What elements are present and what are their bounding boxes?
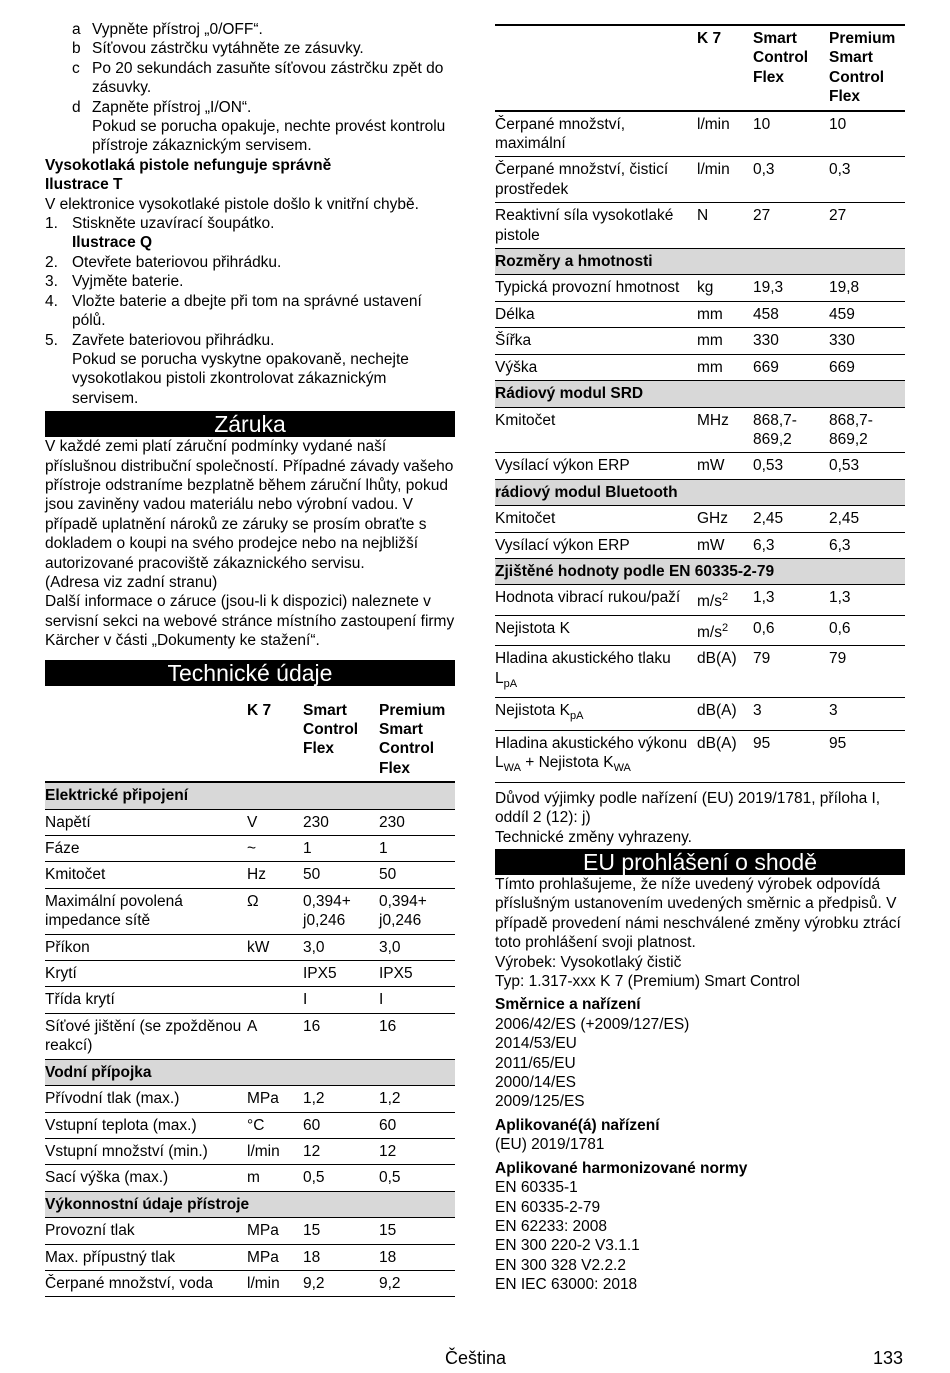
param-value-premium: 868,7-869,2 bbox=[829, 407, 905, 453]
step-text: Zapněte přístroj „I/ON“. bbox=[92, 98, 252, 116]
table-section-row bbox=[45, 782, 455, 809]
param-value-smart: 19,3 bbox=[753, 275, 829, 301]
table-row bbox=[495, 111, 905, 157]
step-text bbox=[72, 331, 455, 409]
param-name: Třída krytí bbox=[45, 987, 247, 1013]
param-value-premium: 9,2 bbox=[379, 1270, 455, 1296]
param-name: Délka bbox=[495, 301, 697, 327]
step-label: c bbox=[72, 59, 80, 77]
table-row bbox=[495, 328, 905, 354]
param-unit: m bbox=[247, 1165, 303, 1191]
param-value-smart: 10 bbox=[753, 111, 829, 157]
param-name: Vstupní množství (min.) bbox=[45, 1138, 247, 1164]
table-row bbox=[495, 532, 905, 558]
param-name: Výška bbox=[495, 354, 697, 380]
warranty-text: V každé zemi platí záruční podmínky vydané naší příslušnou distribuční společností. Případné závady vašeho přístroje odstraníme bezplatně během záruční lhůty, pokud jsou zaviněny vadou materiálu nebo výrobní vadou. V případě uplatnění nároků ze záruky se prosím obraťte s dokladem o koupi na svého prodejce nebo na nejbližší autorizované pracoviště zákaznického servisu. bbox=[45, 438, 454, 572]
param-value-smart: 868,7-869,2 bbox=[753, 407, 829, 453]
param-unit: kg bbox=[697, 275, 753, 301]
param-unit: Hz bbox=[247, 862, 303, 888]
table-row bbox=[45, 1112, 455, 1138]
steps-n bbox=[45, 214, 455, 408]
param-value-smart: 50 bbox=[303, 862, 379, 888]
table-row bbox=[495, 407, 905, 453]
param-unit: $m/s^2$ bbox=[697, 585, 753, 616]
table-row bbox=[45, 987, 455, 1013]
table-row bbox=[45, 888, 455, 934]
param-value-premium: 15 bbox=[379, 1218, 455, 1244]
param-value-smart: 0,53 bbox=[753, 453, 829, 479]
param-name: Vstupní teplota (max.) bbox=[45, 1112, 247, 1138]
step-item bbox=[45, 214, 455, 253]
illustration-t: Ilustrace T bbox=[45, 176, 123, 194]
param-name: Kmitočet bbox=[45, 862, 247, 888]
param-value-premium: I bbox=[379, 987, 455, 1013]
step-label: a bbox=[72, 21, 81, 38]
table-row bbox=[495, 275, 905, 301]
step-text bbox=[72, 272, 455, 291]
header-empty bbox=[45, 698, 247, 783]
param-value-smart: 79 bbox=[753, 646, 829, 698]
directive-item: 2014/53/EU bbox=[495, 1035, 577, 1053]
param-unit: $m/s^2$ bbox=[697, 615, 753, 646]
table-row bbox=[45, 862, 455, 888]
table-row bbox=[495, 585, 905, 616]
param-value-premium: 0,3 bbox=[829, 157, 905, 203]
step-text: Vypněte přístroj „0/OFF“. bbox=[92, 21, 263, 38]
param-value-premium: 79 bbox=[829, 646, 905, 698]
param-value-premium: 0,53 bbox=[829, 453, 905, 479]
param-value-premium: IPX5 bbox=[379, 961, 455, 987]
step-item bbox=[45, 292, 455, 331]
table-row bbox=[495, 730, 905, 782]
step-number: 4. bbox=[45, 292, 58, 310]
header-smart: Smart Control Flex bbox=[303, 698, 379, 783]
step-main: Vložte baterie a dbejte při tom na správné ustavení pólů. bbox=[72, 292, 422, 330]
table-row bbox=[45, 1270, 455, 1296]
param-unit: ~ bbox=[247, 836, 303, 862]
directive-item: 2000/14/ES bbox=[495, 1074, 577, 1092]
param-name: Sací výška (max.) bbox=[45, 1165, 247, 1191]
param-name: Příkon bbox=[45, 934, 247, 960]
param-value-premium: 1,2 bbox=[379, 1086, 455, 1112]
param-value-premium: 0,394+ j0,246 bbox=[379, 888, 455, 934]
param-value-premium: 95 bbox=[829, 730, 905, 782]
param-unit: dB(A) bbox=[697, 698, 753, 731]
section-label: rádiový modul Bluetooth bbox=[495, 479, 905, 505]
param-unit: V bbox=[247, 809, 303, 835]
table-row bbox=[495, 301, 905, 327]
header-model: K 7 bbox=[697, 25, 753, 111]
eu-title: EU prohlášení o shodě bbox=[495, 849, 905, 875]
header-premium: Premium Smart Control Flex bbox=[829, 25, 905, 111]
table-section-row bbox=[495, 249, 905, 275]
table-row bbox=[45, 961, 455, 987]
param-name: Hodnota vibrací rukou/paží bbox=[495, 585, 697, 616]
eu-type: Typ: 1.317-xxx K 7 (Premium) Smart Control bbox=[495, 973, 800, 991]
param-unit: MPa bbox=[247, 1218, 303, 1244]
norms-heading: Aplikované harmonizované normy bbox=[495, 1159, 748, 1177]
step-main: Vyjměte baterie. bbox=[72, 273, 184, 291]
param-unit: N bbox=[697, 203, 753, 249]
right-column bbox=[495, 24, 905, 1295]
param-unit: dB(A) bbox=[697, 730, 753, 782]
step-note: Pokud se porucha vyskytne opakovaně, nechejte vysokotlakou pistoli zkontrolovat zákaznickým servisem. bbox=[72, 350, 409, 407]
step-item bbox=[45, 272, 455, 291]
param-unit: mm bbox=[697, 354, 753, 380]
header-empty bbox=[495, 25, 697, 111]
step-item bbox=[45, 20, 455, 39]
param-unit: l/min bbox=[697, 157, 753, 203]
param-name: Fáze bbox=[45, 836, 247, 862]
param-value-smart: 3 bbox=[753, 698, 829, 731]
tech-title: Technické údaje bbox=[45, 660, 455, 686]
param-value-smart: 12 bbox=[303, 1138, 379, 1164]
step-label: b bbox=[72, 40, 81, 58]
directives-list bbox=[495, 1015, 905, 1112]
table-row bbox=[45, 1013, 455, 1059]
note-a: Pokud se porucha opakuje, nechte provést kontrolu přístroje zákaznickým servisem. bbox=[92, 118, 446, 155]
param-value-smart: 1,3 bbox=[753, 585, 829, 616]
param-value-premium: 3 bbox=[829, 698, 905, 731]
param-unit: GHz bbox=[697, 506, 753, 532]
param-value-premium: 459 bbox=[829, 301, 905, 327]
table-row bbox=[45, 1244, 455, 1270]
param-unit: mW bbox=[697, 453, 753, 479]
norm-item: EN 300 220-2 V3.1.1 bbox=[495, 1237, 640, 1255]
param-value-smart: 458 bbox=[753, 301, 829, 327]
param-unit bbox=[247, 961, 303, 987]
param-name: Hladina akustického tlaku $L_{pA}$ bbox=[495, 646, 697, 698]
step-text: Po 20 sekundách zasuňte síťovou zástrčku zpět do zásuvky. bbox=[92, 59, 444, 97]
param-name: Hladina akustického výkonu $L_{WA}$ + Nejistota $K_{WA}$ bbox=[495, 730, 697, 782]
param-value-smart: 6,3 bbox=[753, 532, 829, 558]
step-label: d bbox=[72, 98, 81, 116]
tech-table-left bbox=[45, 698, 455, 1298]
directive-item: 2009/125/ES bbox=[495, 1093, 585, 1111]
norms-list bbox=[495, 1178, 905, 1294]
param-unit: l/min bbox=[247, 1270, 303, 1296]
step-item bbox=[45, 331, 455, 409]
table-section-row bbox=[495, 381, 905, 407]
step-number: 2. bbox=[45, 253, 58, 271]
param-value-smart: 1,2 bbox=[303, 1086, 379, 1112]
tech-table-right bbox=[495, 24, 905, 783]
param-value-smart: 18 bbox=[303, 1244, 379, 1270]
step-text: Síťovou zástrčku vytáhněte ze zásuvky. bbox=[92, 40, 364, 58]
table-row bbox=[495, 698, 905, 731]
param-name: Kmitočet bbox=[495, 506, 697, 532]
param-name: Čerpané množství, maximální bbox=[495, 111, 697, 157]
table-header-row bbox=[495, 25, 905, 111]
regs-list bbox=[495, 1135, 905, 1154]
param-unit: l/min bbox=[697, 111, 753, 157]
table-section-row bbox=[45, 1059, 455, 1085]
section-label: Výkonnostní údaje přístroje bbox=[45, 1191, 455, 1217]
table-row bbox=[45, 1165, 455, 1191]
param-value-premium: 12 bbox=[379, 1138, 455, 1164]
param-unit: l/min bbox=[247, 1138, 303, 1164]
table-section-row bbox=[45, 1191, 455, 1217]
param-value-premium: 10 bbox=[829, 111, 905, 157]
step-main: Stiskněte uzavírací šoupátko. bbox=[72, 215, 275, 233]
step-text bbox=[72, 253, 455, 272]
step-main: Zavřete bateriovou přihrádku. bbox=[72, 331, 275, 349]
param-name: Nejistota $K_{pA}$ bbox=[495, 698, 697, 731]
param-value-smart: 330 bbox=[753, 328, 829, 354]
param-unit bbox=[247, 987, 303, 1013]
param-name: Šířka bbox=[495, 328, 697, 354]
param-value-premium: 16 bbox=[379, 1013, 455, 1059]
param-value-smart: 2,45 bbox=[753, 506, 829, 532]
norm-item: EN 300 328 V2.2.2 bbox=[495, 1256, 626, 1274]
table-row bbox=[495, 646, 905, 698]
param-name: Přívodní tlak (max.) bbox=[45, 1086, 247, 1112]
step-illustration: Ilustrace Q bbox=[72, 234, 153, 252]
param-unit: kW bbox=[247, 934, 303, 960]
param-unit: A bbox=[247, 1013, 303, 1059]
table-row bbox=[495, 506, 905, 532]
regs-heading: Aplikované(á) nařízení bbox=[495, 1116, 660, 1134]
param-unit: Ω bbox=[247, 888, 303, 934]
tech-changes: Technické změny vyhrazeny. bbox=[495, 828, 692, 846]
footer-language: Čeština bbox=[445, 1348, 507, 1368]
param-name: Provozní tlak bbox=[45, 1218, 247, 1244]
step-text bbox=[72, 214, 455, 253]
table-row bbox=[495, 354, 905, 380]
pistol-intro: V elektronice vysokotlaké pistole došlo k vnitřní chybě. bbox=[45, 195, 419, 213]
page-number: 133 bbox=[873, 1348, 904, 1368]
norm-item: EN 60335-1 bbox=[495, 1179, 578, 1197]
table-row bbox=[495, 203, 905, 249]
table-row bbox=[45, 1138, 455, 1164]
param-name: Vysílací výkon ERP bbox=[495, 532, 697, 558]
exemption-note: Důvod výjimky podle nařízení (EU) 2019/1781, příloha I, oddíl 2 (12): j) bbox=[495, 789, 881, 827]
warranty-title: Záruka bbox=[45, 411, 455, 437]
table-row bbox=[45, 1086, 455, 1112]
param-unit: mm bbox=[697, 301, 753, 327]
step-item bbox=[45, 253, 455, 272]
table-row bbox=[45, 934, 455, 960]
section-label: Rozměry a hmotnosti bbox=[495, 249, 905, 275]
param-name: Typická provozní hmotnost bbox=[495, 275, 697, 301]
param-value-premium: 18 bbox=[379, 1244, 455, 1270]
param-value-premium: 1,3 bbox=[829, 585, 905, 616]
param-value-smart: 3,0 bbox=[303, 934, 379, 960]
table-header-row bbox=[45, 698, 455, 783]
pistol-heading: Vysokotlaká pistole nefunguje správně bbox=[45, 156, 332, 174]
directives-heading: Směrnice a nařízení bbox=[495, 996, 641, 1014]
param-unit: mW bbox=[697, 532, 753, 558]
warranty-more: Další informace o záruce (jsou-li k dispozici) naleznete v servisní sekci na webové stránce místního zastoupení firmy Kärcher v části „Dokumenty ke stažení“. bbox=[45, 593, 455, 650]
param-name: Kmitočet bbox=[495, 407, 697, 453]
param-name: Napětí bbox=[45, 809, 247, 835]
param-value-premium: 6,3 bbox=[829, 532, 905, 558]
norm-item: EN 60335-2-79 bbox=[495, 1198, 601, 1216]
param-value-smart: 0,3 bbox=[753, 157, 829, 203]
table-section-row bbox=[495, 558, 905, 584]
param-value-premium: 19,8 bbox=[829, 275, 905, 301]
table-row bbox=[45, 836, 455, 862]
param-name: Čerpané množství, čisticí prostředek bbox=[495, 157, 697, 203]
step-number: 5. bbox=[45, 331, 58, 349]
param-value-premium: 0,6 bbox=[829, 615, 905, 646]
step-item bbox=[45, 59, 455, 98]
param-value-smart: 669 bbox=[753, 354, 829, 380]
section-label: Rádiový modul SRD bbox=[495, 381, 905, 407]
directive-item: 2011/65/EU bbox=[495, 1054, 576, 1072]
param-value-smart: 27 bbox=[753, 203, 829, 249]
param-name: Vysílací výkon ERP bbox=[495, 453, 697, 479]
param-name: Nejistota K bbox=[495, 615, 697, 646]
param-value-smart: 60 bbox=[303, 1112, 379, 1138]
table-section-row bbox=[495, 479, 905, 505]
param-value-smart: 1 bbox=[303, 836, 379, 862]
param-value-smart: 0,6 bbox=[753, 615, 829, 646]
param-value-premium: 27 bbox=[829, 203, 905, 249]
param-name: Čerpané množství, voda bbox=[45, 1270, 247, 1296]
param-value-premium: 1 bbox=[379, 836, 455, 862]
step-item bbox=[45, 98, 455, 117]
param-value-smart: 95 bbox=[753, 730, 829, 782]
section-label: Elektrické připojení bbox=[45, 782, 455, 809]
norm-item: EN 62233: 2008 bbox=[495, 1217, 608, 1235]
param-value-smart: 16 bbox=[303, 1013, 379, 1059]
table-row bbox=[495, 453, 905, 479]
param-value-premium: 0,5 bbox=[379, 1165, 455, 1191]
table-row bbox=[495, 157, 905, 203]
header-model: K 7 bbox=[247, 698, 303, 783]
param-name: Krytí bbox=[45, 961, 247, 987]
table-row bbox=[45, 809, 455, 835]
table-row bbox=[45, 1218, 455, 1244]
param-value-smart: 9,2 bbox=[303, 1270, 379, 1296]
param-unit: MPa bbox=[247, 1086, 303, 1112]
param-value-premium: 50 bbox=[379, 862, 455, 888]
param-unit: dB(A) bbox=[697, 646, 753, 698]
param-value-premium: 330 bbox=[829, 328, 905, 354]
step-main: Otevřete bateriovou přihrádku. bbox=[72, 253, 282, 271]
param-name: Maximální povolená impedance sítě bbox=[45, 888, 247, 934]
param-name: Síťové jištění (se zpožděnou reakcí) bbox=[45, 1013, 247, 1059]
param-value-smart: 0,5 bbox=[303, 1165, 379, 1191]
section-label: Zjištěné hodnoty podle EN 60335-2-79 bbox=[495, 558, 905, 584]
section-label: Vodní přípojka bbox=[45, 1059, 455, 1085]
param-value-premium: 3,0 bbox=[379, 934, 455, 960]
param-value-smart: 0,394+ j0,246 bbox=[303, 888, 379, 934]
norm-item: EN IEC 63000: 2018 bbox=[495, 1276, 638, 1294]
param-value-smart: 15 bbox=[303, 1218, 379, 1244]
eu-text: Tímto prohlašujeme, že níže uvedený výrobek odpovídá příslušným ustanovením uvedených směrnic a předpisů. V případě provedení námi neschválené změny výrobku ztrácí toto prohlášení svoji platnost. bbox=[495, 876, 901, 952]
header-smart: Smart Control Flex bbox=[753, 25, 829, 111]
param-name: Max. přípustný tlak bbox=[45, 1244, 247, 1270]
param-value-premium: 2,45 bbox=[829, 506, 905, 532]
regulation-item: (EU) 2019/1781 bbox=[495, 1136, 605, 1154]
param-value-smart: 230 bbox=[303, 809, 379, 835]
header-premium: Premium Smart Control Flex bbox=[379, 698, 455, 783]
step-number: 1. bbox=[45, 215, 58, 233]
param-value-premium: 669 bbox=[829, 354, 905, 380]
warranty-address: (Adresa viz zadní stranu) bbox=[45, 573, 218, 591]
param-unit: °C bbox=[247, 1112, 303, 1138]
directive-item: 2006/42/ES (+2009/127/ES) bbox=[495, 1015, 690, 1033]
param-unit: mm bbox=[697, 328, 753, 354]
step-item bbox=[45, 39, 455, 58]
param-unit: MPa bbox=[247, 1244, 303, 1270]
param-value-premium: 230 bbox=[379, 809, 455, 835]
param-value-premium: 60 bbox=[379, 1112, 455, 1138]
step-number: 3. bbox=[45, 273, 58, 291]
steps-a bbox=[45, 20, 455, 117]
table-row bbox=[495, 615, 905, 646]
param-value-smart: I bbox=[303, 987, 379, 1013]
param-unit: MHz bbox=[697, 407, 753, 453]
left-column bbox=[45, 20, 455, 1297]
param-value-smart: IPX5 bbox=[303, 961, 379, 987]
step-text bbox=[72, 292, 455, 331]
param-name: Reaktivní síla vysokotlaké pistole bbox=[495, 203, 697, 249]
eu-product: Výrobek: Vysokotlaký čistič bbox=[495, 953, 682, 971]
